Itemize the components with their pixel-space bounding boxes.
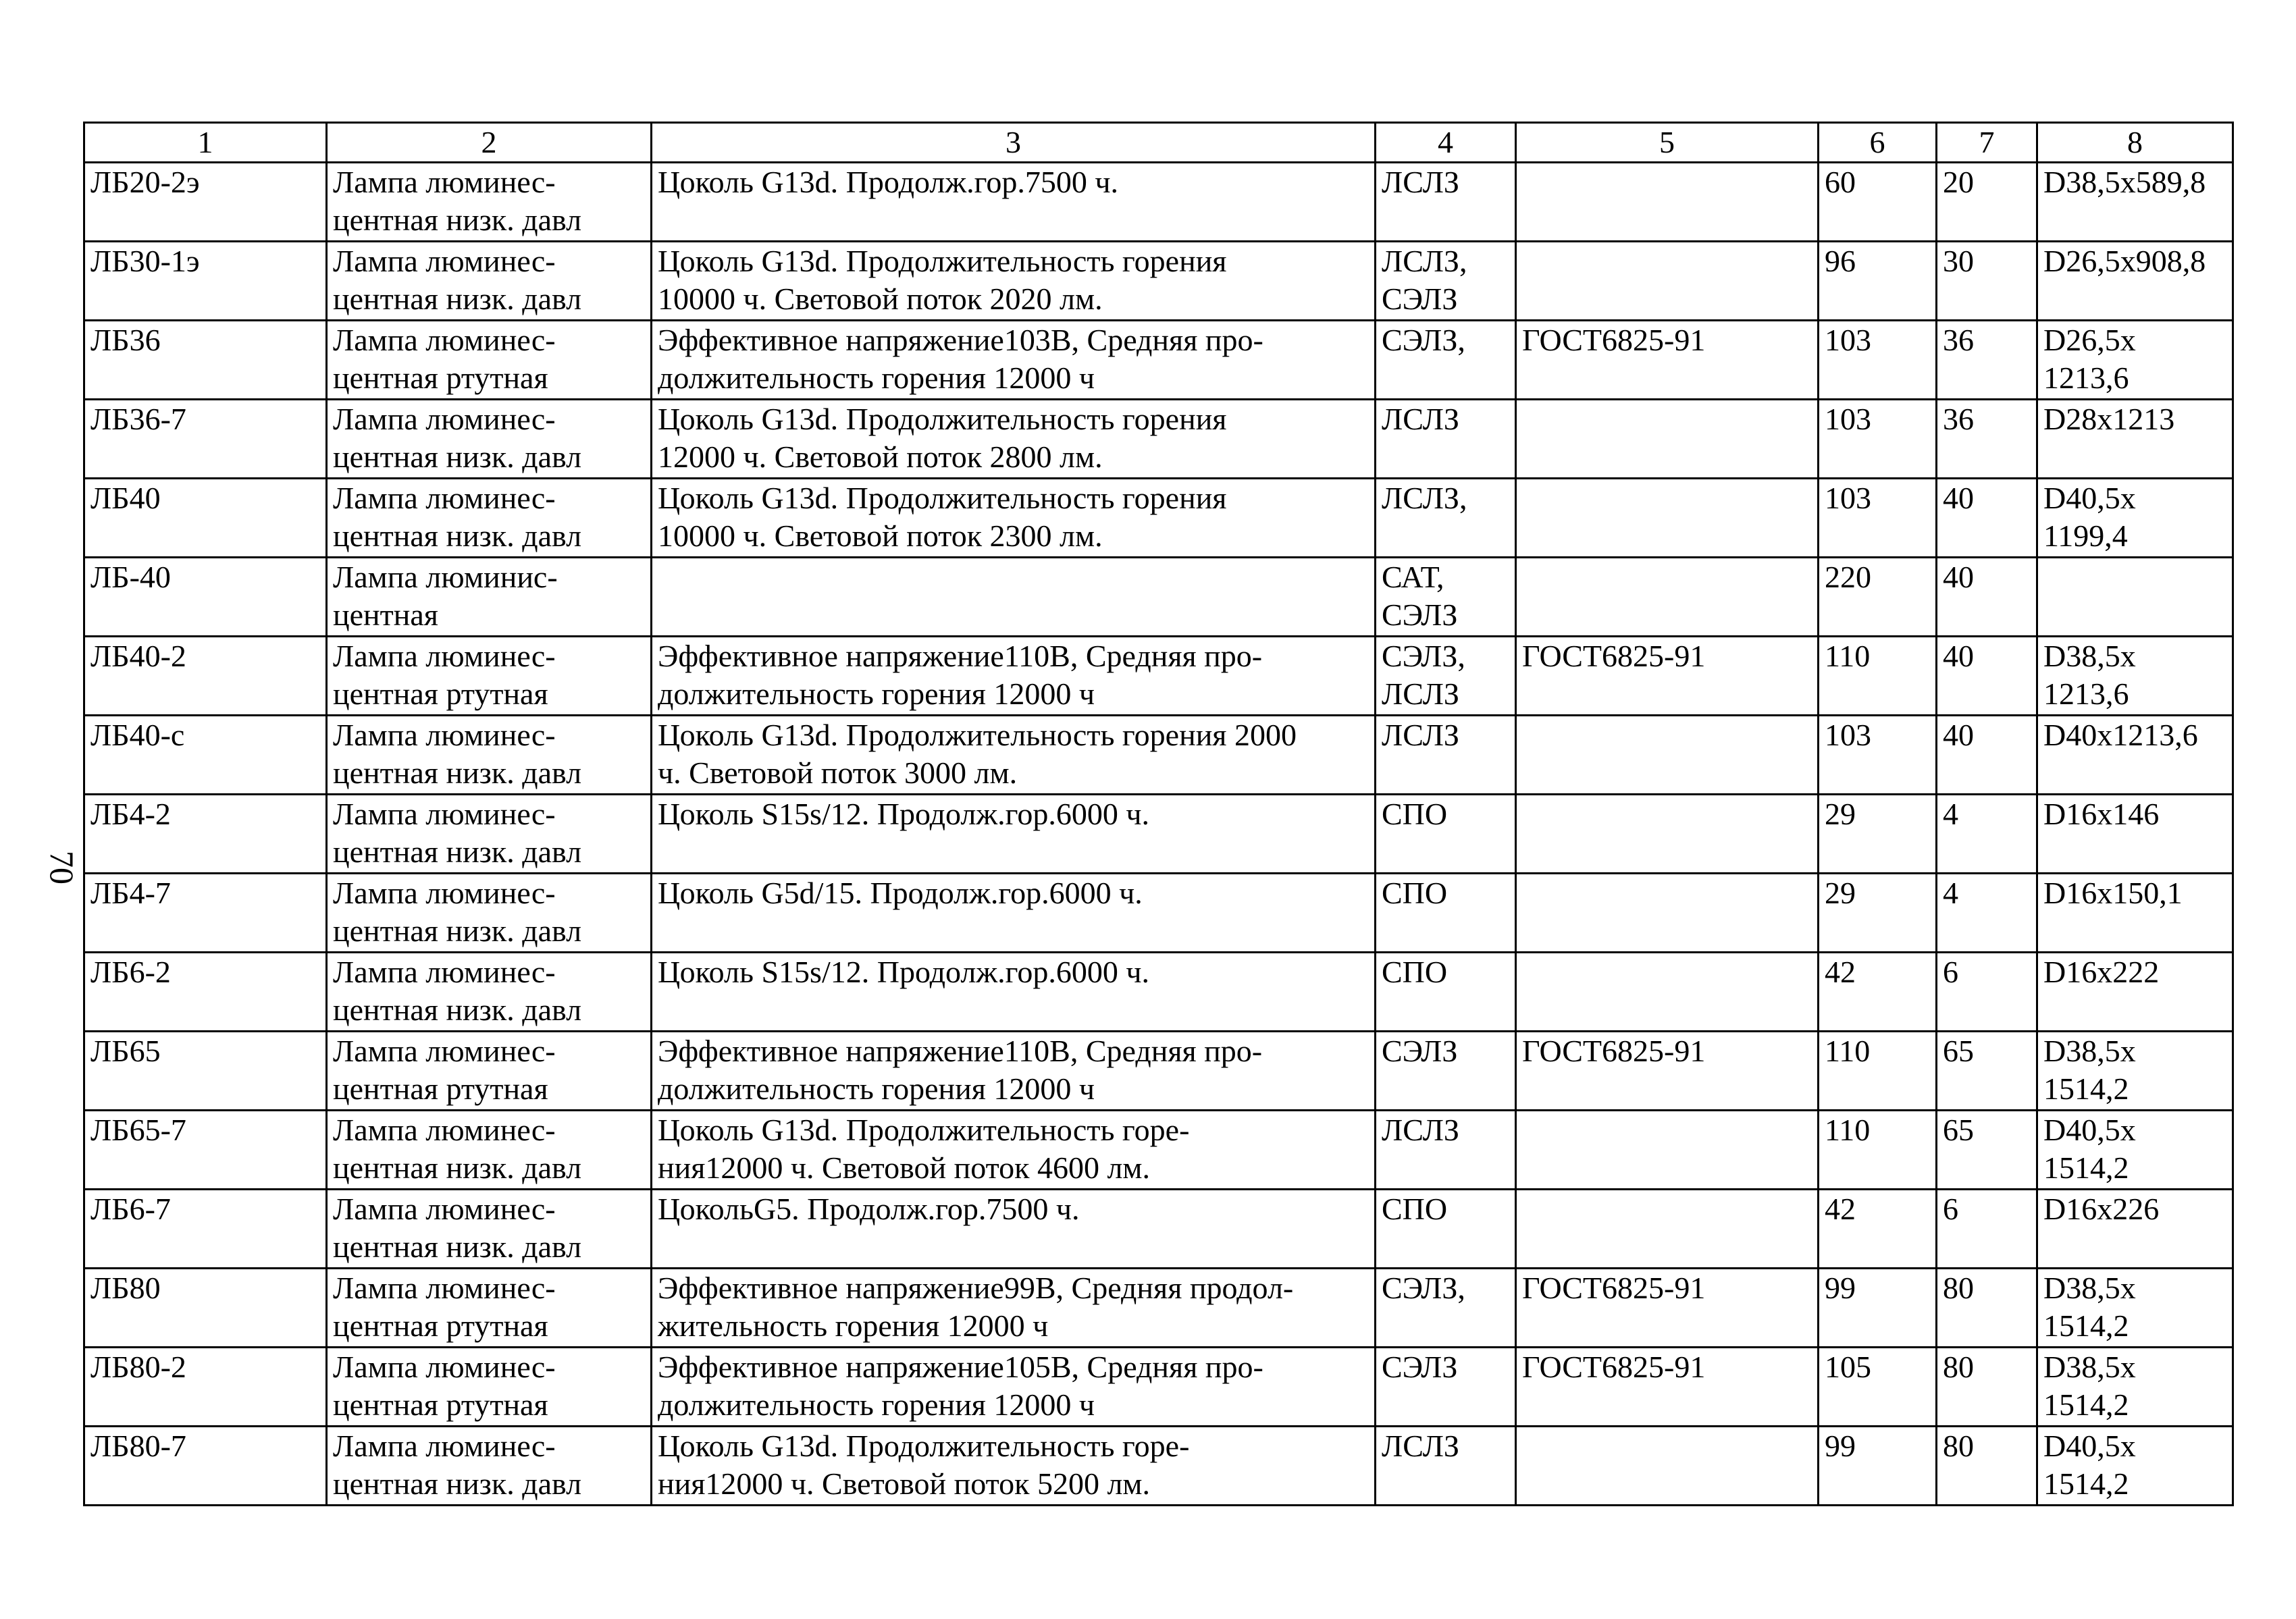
page-number: 70 bbox=[43, 851, 81, 884]
table-row bbox=[84, 1111, 2233, 1190]
col-power-cell: 80 bbox=[1937, 1269, 2037, 1348]
col-manufacturer-cell: СЭЛЗ, bbox=[1376, 1269, 1516, 1348]
col-standard-cell bbox=[1516, 242, 1819, 321]
col-dimensions-cell: D38,5x 1213,6 bbox=[2037, 637, 2233, 716]
col-voltage-cell: 96 bbox=[1819, 242, 1937, 321]
col-voltage-cell: 42 bbox=[1819, 953, 1937, 1032]
col-standard-cell bbox=[1516, 874, 1819, 953]
col-description-cell: Цоколь S15s/12. Продолж.гор.6000 ч. bbox=[652, 795, 1376, 874]
col-name-cell: Лампа люминес- центная ртутная bbox=[327, 1348, 652, 1427]
col-standard-cell bbox=[1516, 1190, 1819, 1269]
col-power-cell: 36 bbox=[1937, 321, 2037, 400]
col-standard-cell: ГОСТ6825-91 bbox=[1516, 637, 1819, 716]
col-designation-cell: ЛБ40-с bbox=[84, 716, 327, 795]
col-manufacturer-cell: СЭЛЗ, bbox=[1376, 321, 1516, 400]
column-header-6: 6 bbox=[1819, 123, 1937, 163]
table-row bbox=[84, 953, 2233, 1032]
col-dimensions-cell: D16x150,1 bbox=[2037, 874, 2233, 953]
col-standard-cell: ГОСТ6825-91 bbox=[1516, 1348, 1819, 1427]
col-standard-cell bbox=[1516, 1427, 1819, 1506]
table-row bbox=[84, 479, 2233, 558]
col-manufacturer-cell: ЛСЛЗ bbox=[1376, 1427, 1516, 1506]
col-standard-cell: ГОСТ6825-91 bbox=[1516, 321, 1819, 400]
col-name-cell: Лампа люминес- центная низк. давл bbox=[327, 479, 652, 558]
col-designation-cell: ЛБ40 bbox=[84, 479, 327, 558]
col-dimensions-cell: D38,5x 1514,2 bbox=[2037, 1269, 2233, 1348]
col-manufacturer-cell: СЭЛЗ bbox=[1376, 1032, 1516, 1111]
col-designation-cell: ЛБ80 bbox=[84, 1269, 327, 1348]
col-dimensions-cell: D38,5x 1514,2 bbox=[2037, 1032, 2233, 1111]
col-dimensions-cell: D28x1213 bbox=[2037, 400, 2233, 479]
col-description-cell: Цоколь G5d/15. Продолж.гор.6000 ч. bbox=[652, 874, 1376, 953]
col-voltage-cell: 42 bbox=[1819, 1190, 1937, 1269]
col-designation-cell: ЛБ6-7 bbox=[84, 1190, 327, 1269]
col-manufacturer-cell: СПО bbox=[1376, 1190, 1516, 1269]
col-designation-cell: ЛБ30-1э bbox=[84, 242, 327, 321]
col-description-cell: Цоколь G13d. Продолжительность горения 2000 ч. Световой поток 3000 лм. bbox=[652, 716, 1376, 795]
col-name-cell: Лампа люминес- центная ртутная bbox=[327, 1032, 652, 1111]
col-name-cell: Лампа люминес- центная низк. давл bbox=[327, 716, 652, 795]
col-standard-cell bbox=[1516, 163, 1819, 242]
col-dimensions-cell: D16x146 bbox=[2037, 795, 2233, 874]
col-designation-cell: ЛБ65-7 bbox=[84, 1111, 327, 1190]
col-manufacturer-cell: СПО bbox=[1376, 795, 1516, 874]
col-dimensions-cell: D40,5x 1514,2 bbox=[2037, 1111, 2233, 1190]
col-power-cell: 65 bbox=[1937, 1111, 2037, 1190]
col-voltage-cell: 105 bbox=[1819, 1348, 1937, 1427]
col-voltage-cell: 29 bbox=[1819, 874, 1937, 953]
col-name-cell: Лампа люминес- центная низк. давл bbox=[327, 1111, 652, 1190]
col-voltage-cell: 99 bbox=[1819, 1427, 1937, 1506]
header-row bbox=[84, 123, 2233, 163]
col-voltage-cell: 99 bbox=[1819, 1269, 1937, 1348]
table-row bbox=[84, 1427, 2233, 1506]
col-manufacturer-cell: ЛСЛЗ bbox=[1376, 1111, 1516, 1190]
table-row bbox=[84, 242, 2233, 321]
col-power-cell: 40 bbox=[1937, 716, 2037, 795]
table-row bbox=[84, 1190, 2233, 1269]
col-designation-cell: ЛБ40-2 bbox=[84, 637, 327, 716]
table-row bbox=[84, 1348, 2233, 1427]
col-description-cell: Эффективное напряжение110В, Средняя про- должительность горения 12000 ч bbox=[652, 1032, 1376, 1111]
col-manufacturer-cell: ЛСЛЗ, bbox=[1376, 479, 1516, 558]
col-power-cell: 4 bbox=[1937, 874, 2037, 953]
col-description-cell: Эффективное напряжение99В, Средняя продол- жительность горения 12000 ч bbox=[652, 1269, 1376, 1348]
col-standard-cell bbox=[1516, 795, 1819, 874]
col-description-cell: Цоколь G13d. Продолжительность горе- ния12000 ч. Световой поток 5200 лм. bbox=[652, 1427, 1376, 1506]
col-voltage-cell: 103 bbox=[1819, 400, 1937, 479]
col-designation-cell: ЛБ65 bbox=[84, 1032, 327, 1111]
col-voltage-cell: 103 bbox=[1819, 716, 1937, 795]
col-power-cell: 40 bbox=[1937, 558, 2037, 637]
col-power-cell: 6 bbox=[1937, 1190, 2037, 1269]
col-standard-cell bbox=[1516, 479, 1819, 558]
col-description-cell: Цоколь G13d. Продолж.гор.7500 ч. bbox=[652, 163, 1376, 242]
col-dimensions-cell: D38,5x589,8 bbox=[2037, 163, 2233, 242]
col-voltage-cell: 110 bbox=[1819, 1111, 1937, 1190]
col-dimensions-cell: D40,5x 1199,4 bbox=[2037, 479, 2233, 558]
col-description-cell: Цоколь G13d. Продолжительность горе- ния12000 ч. Световой поток 4600 лм. bbox=[652, 1111, 1376, 1190]
col-name-cell: Лампа люминес- центная ртутная bbox=[327, 637, 652, 716]
column-header-8: 8 bbox=[2037, 123, 2233, 163]
col-standard-cell bbox=[1516, 1111, 1819, 1190]
col-description-cell: ЦокольG5. Продолж.гор.7500 ч. bbox=[652, 1190, 1376, 1269]
col-designation-cell: ЛБ4-2 bbox=[84, 795, 327, 874]
table-row bbox=[84, 874, 2233, 953]
col-name-cell: Лампа люминес- центная низк. давл bbox=[327, 874, 652, 953]
col-name-cell: Лампа люминес- центная низк. давл bbox=[327, 1190, 652, 1269]
col-dimensions-cell: D26,5x908,8 bbox=[2037, 242, 2233, 321]
col-designation-cell: ЛБ6-2 bbox=[84, 953, 327, 1032]
col-dimensions-cell: D16x222 bbox=[2037, 953, 2233, 1032]
col-description-cell: Цоколь G13d. Продолжительность горения 10000 ч. Световой поток 2300 лм. bbox=[652, 479, 1376, 558]
col-manufacturer-cell: ЛСЛЗ bbox=[1376, 400, 1516, 479]
table-row bbox=[84, 321, 2233, 400]
col-manufacturer-cell: ЛСЛЗ bbox=[1376, 716, 1516, 795]
col-voltage-cell: 103 bbox=[1819, 321, 1937, 400]
lamp-spec-table bbox=[83, 122, 2234, 1506]
col-power-cell: 65 bbox=[1937, 1032, 2037, 1111]
col-name-cell: Лампа люминес- центная низк. давл bbox=[327, 1427, 652, 1506]
col-dimensions-cell: D26,5x 1213,6 bbox=[2037, 321, 2233, 400]
col-dimensions-cell bbox=[2037, 558, 2233, 637]
col-voltage-cell: 60 bbox=[1819, 163, 1937, 242]
col-designation-cell: ЛБ20-2э bbox=[84, 163, 327, 242]
col-standard-cell bbox=[1516, 716, 1819, 795]
col-voltage-cell: 103 bbox=[1819, 479, 1937, 558]
column-header-3: 3 bbox=[652, 123, 1376, 163]
col-designation-cell: ЛБ36 bbox=[84, 321, 327, 400]
col-power-cell: 30 bbox=[1937, 242, 2037, 321]
table-row bbox=[84, 1269, 2233, 1348]
col-name-cell: Лампа люминес- центная ртутная bbox=[327, 1269, 652, 1348]
col-standard-cell bbox=[1516, 558, 1819, 637]
col-name-cell: Лампа люминес- центная низк. давл bbox=[327, 953, 652, 1032]
table-body bbox=[84, 163, 2233, 1506]
table-row bbox=[84, 558, 2233, 637]
col-description-cell: Цоколь S15s/12. Продолж.гор.6000 ч. bbox=[652, 953, 1376, 1032]
table-header bbox=[84, 123, 2233, 163]
col-designation-cell: ЛБ4-7 bbox=[84, 874, 327, 953]
col-power-cell: 36 bbox=[1937, 400, 2037, 479]
col-description-cell: Цоколь G13d. Продолжительность горения 10000 ч. Световой поток 2020 лм. bbox=[652, 242, 1376, 321]
col-standard-cell: ГОСТ6825-91 bbox=[1516, 1032, 1819, 1111]
col-description-cell: Эффективное напряжение110В, Средняя про- должительность горения 12000 ч bbox=[652, 637, 1376, 716]
col-standard-cell bbox=[1516, 400, 1819, 479]
table-row bbox=[84, 795, 2233, 874]
col-manufacturer-cell: ЛСЛЗ bbox=[1376, 163, 1516, 242]
column-header-5: 5 bbox=[1516, 123, 1819, 163]
column-header-1: 1 bbox=[84, 123, 327, 163]
table-row bbox=[84, 716, 2233, 795]
table-row bbox=[84, 637, 2233, 716]
col-manufacturer-cell: СПО bbox=[1376, 953, 1516, 1032]
col-description-cell: Цоколь G13d. Продолжительность горения 12000 ч. Световой поток 2800 лм. bbox=[652, 400, 1376, 479]
col-voltage-cell: 220 bbox=[1819, 558, 1937, 637]
col-standard-cell: ГОСТ6825-91 bbox=[1516, 1269, 1819, 1348]
col-manufacturer-cell: СЭЛЗ bbox=[1376, 1348, 1516, 1427]
col-voltage-cell: 29 bbox=[1819, 795, 1937, 874]
col-name-cell: Лампа люминес- центная низк. давл bbox=[327, 163, 652, 242]
col-power-cell: 80 bbox=[1937, 1348, 2037, 1427]
col-designation-cell: ЛБ-40 bbox=[84, 558, 327, 637]
col-designation-cell: ЛБ36-7 bbox=[84, 400, 327, 479]
col-dimensions-cell: D40,5x 1514,2 bbox=[2037, 1427, 2233, 1506]
column-header-2: 2 bbox=[327, 123, 652, 163]
col-name-cell: Лампа люминес- центная низк. давл bbox=[327, 795, 652, 874]
col-power-cell: 80 bbox=[1937, 1427, 2037, 1506]
col-power-cell: 6 bbox=[1937, 953, 2037, 1032]
col-dimensions-cell: D38,5x 1514,2 bbox=[2037, 1348, 2233, 1427]
col-designation-cell: ЛБ80-7 bbox=[84, 1427, 327, 1506]
table-row bbox=[84, 163, 2233, 242]
col-power-cell: 4 bbox=[1937, 795, 2037, 874]
col-name-cell: Лампа люминес- центная ртутная bbox=[327, 321, 652, 400]
column-header-7: 7 bbox=[1937, 123, 2037, 163]
col-power-cell: 40 bbox=[1937, 637, 2037, 716]
column-header-4: 4 bbox=[1376, 123, 1516, 163]
col-manufacturer-cell: САТ, СЭЛЗ bbox=[1376, 558, 1516, 637]
col-name-cell: Лампа люминес- центная низк. давл bbox=[327, 242, 652, 321]
table-row bbox=[84, 1032, 2233, 1111]
col-description-cell: Эффективное напряжение103В, Средняя про- должительность горения 12000 ч bbox=[652, 321, 1376, 400]
col-standard-cell bbox=[1516, 953, 1819, 1032]
table-row bbox=[84, 400, 2233, 479]
col-name-cell: Лампа люминис- центная bbox=[327, 558, 652, 637]
col-dimensions-cell: D40x1213,6 bbox=[2037, 716, 2233, 795]
col-voltage-cell: 110 bbox=[1819, 637, 1937, 716]
col-manufacturer-cell: ЛСЛЗ, СЭЛЗ bbox=[1376, 242, 1516, 321]
col-name-cell: Лампа люминес- центная низк. давл bbox=[327, 400, 652, 479]
col-manufacturer-cell: СПО bbox=[1376, 874, 1516, 953]
col-power-cell: 40 bbox=[1937, 479, 2037, 558]
col-description-cell: Эффективное напряжение105В, Средняя про- должительность горения 12000 ч bbox=[652, 1348, 1376, 1427]
col-designation-cell: ЛБ80-2 bbox=[84, 1348, 327, 1427]
col-manufacturer-cell: СЭЛЗ, ЛСЛЗ bbox=[1376, 637, 1516, 716]
col-voltage-cell: 110 bbox=[1819, 1032, 1937, 1111]
col-description-cell bbox=[652, 558, 1376, 637]
col-power-cell: 20 bbox=[1937, 163, 2037, 242]
col-dimensions-cell: D16x226 bbox=[2037, 1190, 2233, 1269]
